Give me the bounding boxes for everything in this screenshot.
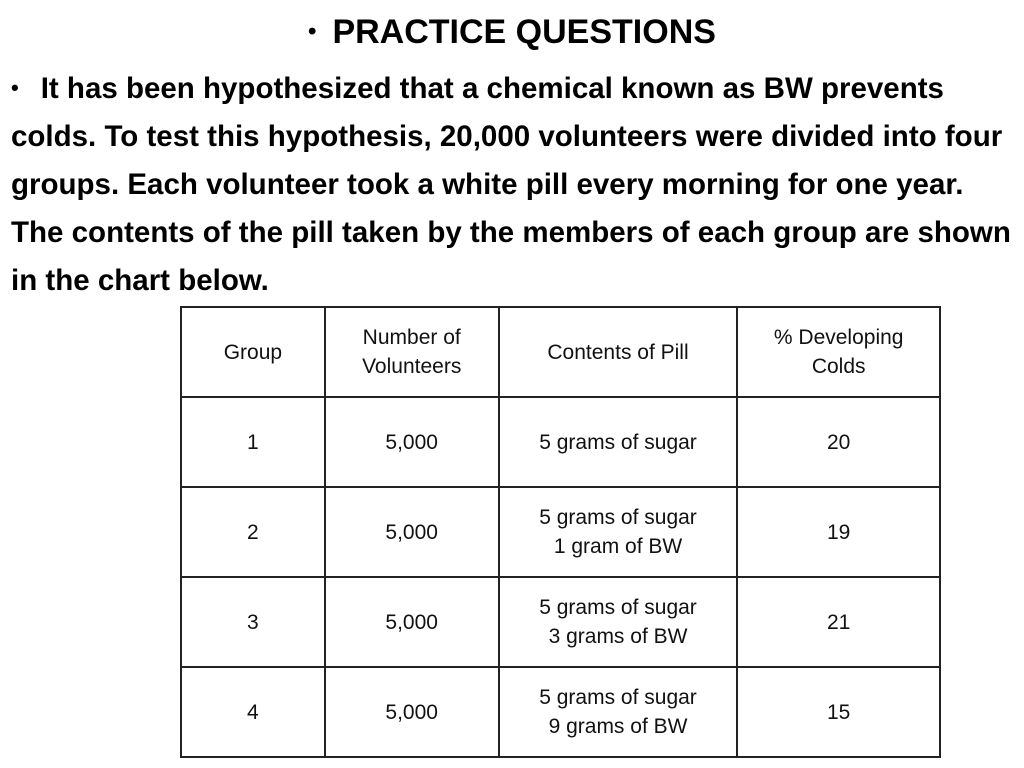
cell-contents-line2: 9 grams of BW — [548, 715, 688, 738]
title-text: PRACTICE QUESTIONS — [332, 13, 716, 51]
paragraph-bullet: • — [11, 75, 19, 100]
cell-colds: 15 — [737, 667, 940, 757]
experiment-table — [180, 306, 941, 758]
table-row — [181, 667, 940, 757]
table-row — [181, 487, 940, 577]
table-row — [181, 577, 940, 667]
cell-contents — [499, 397, 738, 487]
cell-colds: 21 — [737, 577, 940, 667]
cell-contents-line1: 5 grams of sugar — [539, 686, 697, 709]
cell-group: 2 — [181, 487, 325, 577]
cell-colds: 19 — [737, 487, 940, 577]
question-paragraph — [11, 64, 1011, 305]
table-row — [181, 397, 940, 487]
cell-group: 3 — [181, 577, 325, 667]
header-contents-label: Contents of Pill — [547, 340, 689, 364]
header-volunteers-line1: Number of — [362, 326, 461, 349]
cell-contents-line2: 3 grams of BW — [548, 625, 688, 648]
cell-volunteers: 5,000 — [325, 487, 499, 577]
cell-contents — [499, 577, 738, 667]
cell-contents-line2: 1 gram of BW — [553, 535, 683, 558]
cell-contents — [499, 667, 738, 757]
header-colds-line2: Colds — [811, 355, 866, 378]
title-bullet: • — [308, 18, 317, 45]
cell-volunteers: 5,000 — [325, 397, 499, 487]
cell-colds: 20 — [737, 397, 940, 487]
cell-volunteers: 5,000 — [325, 667, 499, 757]
cell-volunteers: 5,000 — [325, 577, 499, 667]
cell-contents-line1: 5 grams of sugar — [539, 596, 697, 619]
header-colds — [737, 307, 940, 397]
header-group — [181, 307, 325, 397]
cell-group: 1 — [181, 397, 325, 487]
slide-title — [0, 10, 1024, 54]
cell-contents-line1: 5 grams of sugar — [539, 430, 697, 454]
header-volunteers — [325, 307, 499, 397]
cell-contents — [499, 487, 738, 577]
paragraph-text: It has been hypothesized that a chemical known as BW prevents colds. To test this hypothesis, 20,000 volunteers were divided into four groups. Each volunteer took a white pill every morning for one year. The contents of the pill taken by the members of each group are shown in the chart below. — [11, 72, 1011, 297]
header-volunteers-line2: Volunteers — [362, 355, 462, 378]
header-contents — [499, 307, 738, 397]
cell-contents-line1: 5 grams of sugar — [539, 506, 697, 529]
header-colds-line1: % Developing — [773, 326, 904, 349]
cell-group: 4 — [181, 667, 325, 757]
table-header-row — [181, 307, 940, 397]
header-group-label: Group — [223, 340, 283, 364]
